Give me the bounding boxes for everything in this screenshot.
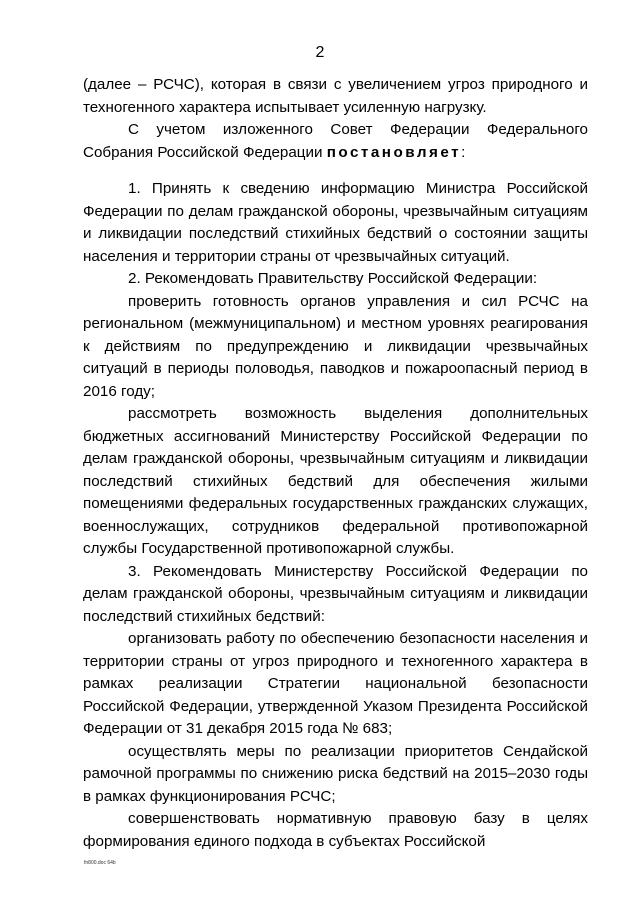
preamble-text: С учетом изложенного Совет Федерации Федерального Собрания Российской Федерации (83, 121, 588, 161)
paragraph-preamble (83, 119, 588, 164)
file-footer: fn800.doc 64b (84, 860, 116, 866)
paragraph-item-3-organize: организовать работу по обеспечению безопасности населения и территории страны от угроз природного и техногенного характера в рамках реализации Стратегии национальной безопасности Российской Федерации, утвержденной Указом Президента Российской Федерации от 31 декабря 2015 года № 683; (83, 630, 588, 737)
paragraph-item-3: 3. Рекомендовать Министерству Российской Федерации по делам гражданской обороны, чрезвычайным ситуациям и ликвидации последствий стихийных бедствий: (83, 562, 588, 625)
paragraph-item-2-check-readiness: проверить готовность органов управления и сил РСЧС на региональном (межмуниципальном) и местном уровнях реагирования к действиям по предупреждению и ликвидации чрезвычайных ситуаций в периоды половодья, паводков и пожароопасный период в 2016 году; (83, 292, 588, 400)
paragraph-item-2-budget: рассмотреть возможность выделения дополнительных бюджетных ассигнований Министерству Российской Федерации по делам гражданской обороны, чрезвычайным ситуациям и ликвидации последствий стихийных бедствий для обеспечения жилыми помещениями федеральных государственных гражданских служащих, военнослужащих, сотрудников федеральной противопожарной службы Государственной противопожарной службы. (83, 405, 588, 557)
paragraph-item-3-sendai: осуществлять меры по реализации приоритетов Сендайской рамочной программы по снижению риска бедствий на 2015–2030 годы в рамках функционирования РСЧС; (83, 742, 588, 805)
paragraph-continuation: (далее – РСЧС), которая в связи с увеличением угроз природного и техногенного характера испытывает усиленную нагрузку. (83, 76, 588, 116)
page-number: 2 (315, 44, 325, 61)
paragraph-item-1: 1. Принять к сведению информацию Министра Российской Федерации по делам гражданской обороны, чрезвычайным ситуациям и ликвидации последствий стихийных бедствий о состоянии защиты населения и территории страны от чрезвычайных ситуаций. (83, 180, 588, 265)
document-body (83, 74, 588, 853)
decree-colon: : (461, 143, 466, 161)
paragraph-item-2: 2. Рекомендовать Правительству Российской Федерации: (128, 270, 538, 287)
decree-word: постановляет (326, 143, 462, 161)
paragraph-item-3-regulatory: совершенствовать нормативную правовую базу в целях формирования единого подхода в субъектах Российской (83, 810, 588, 850)
